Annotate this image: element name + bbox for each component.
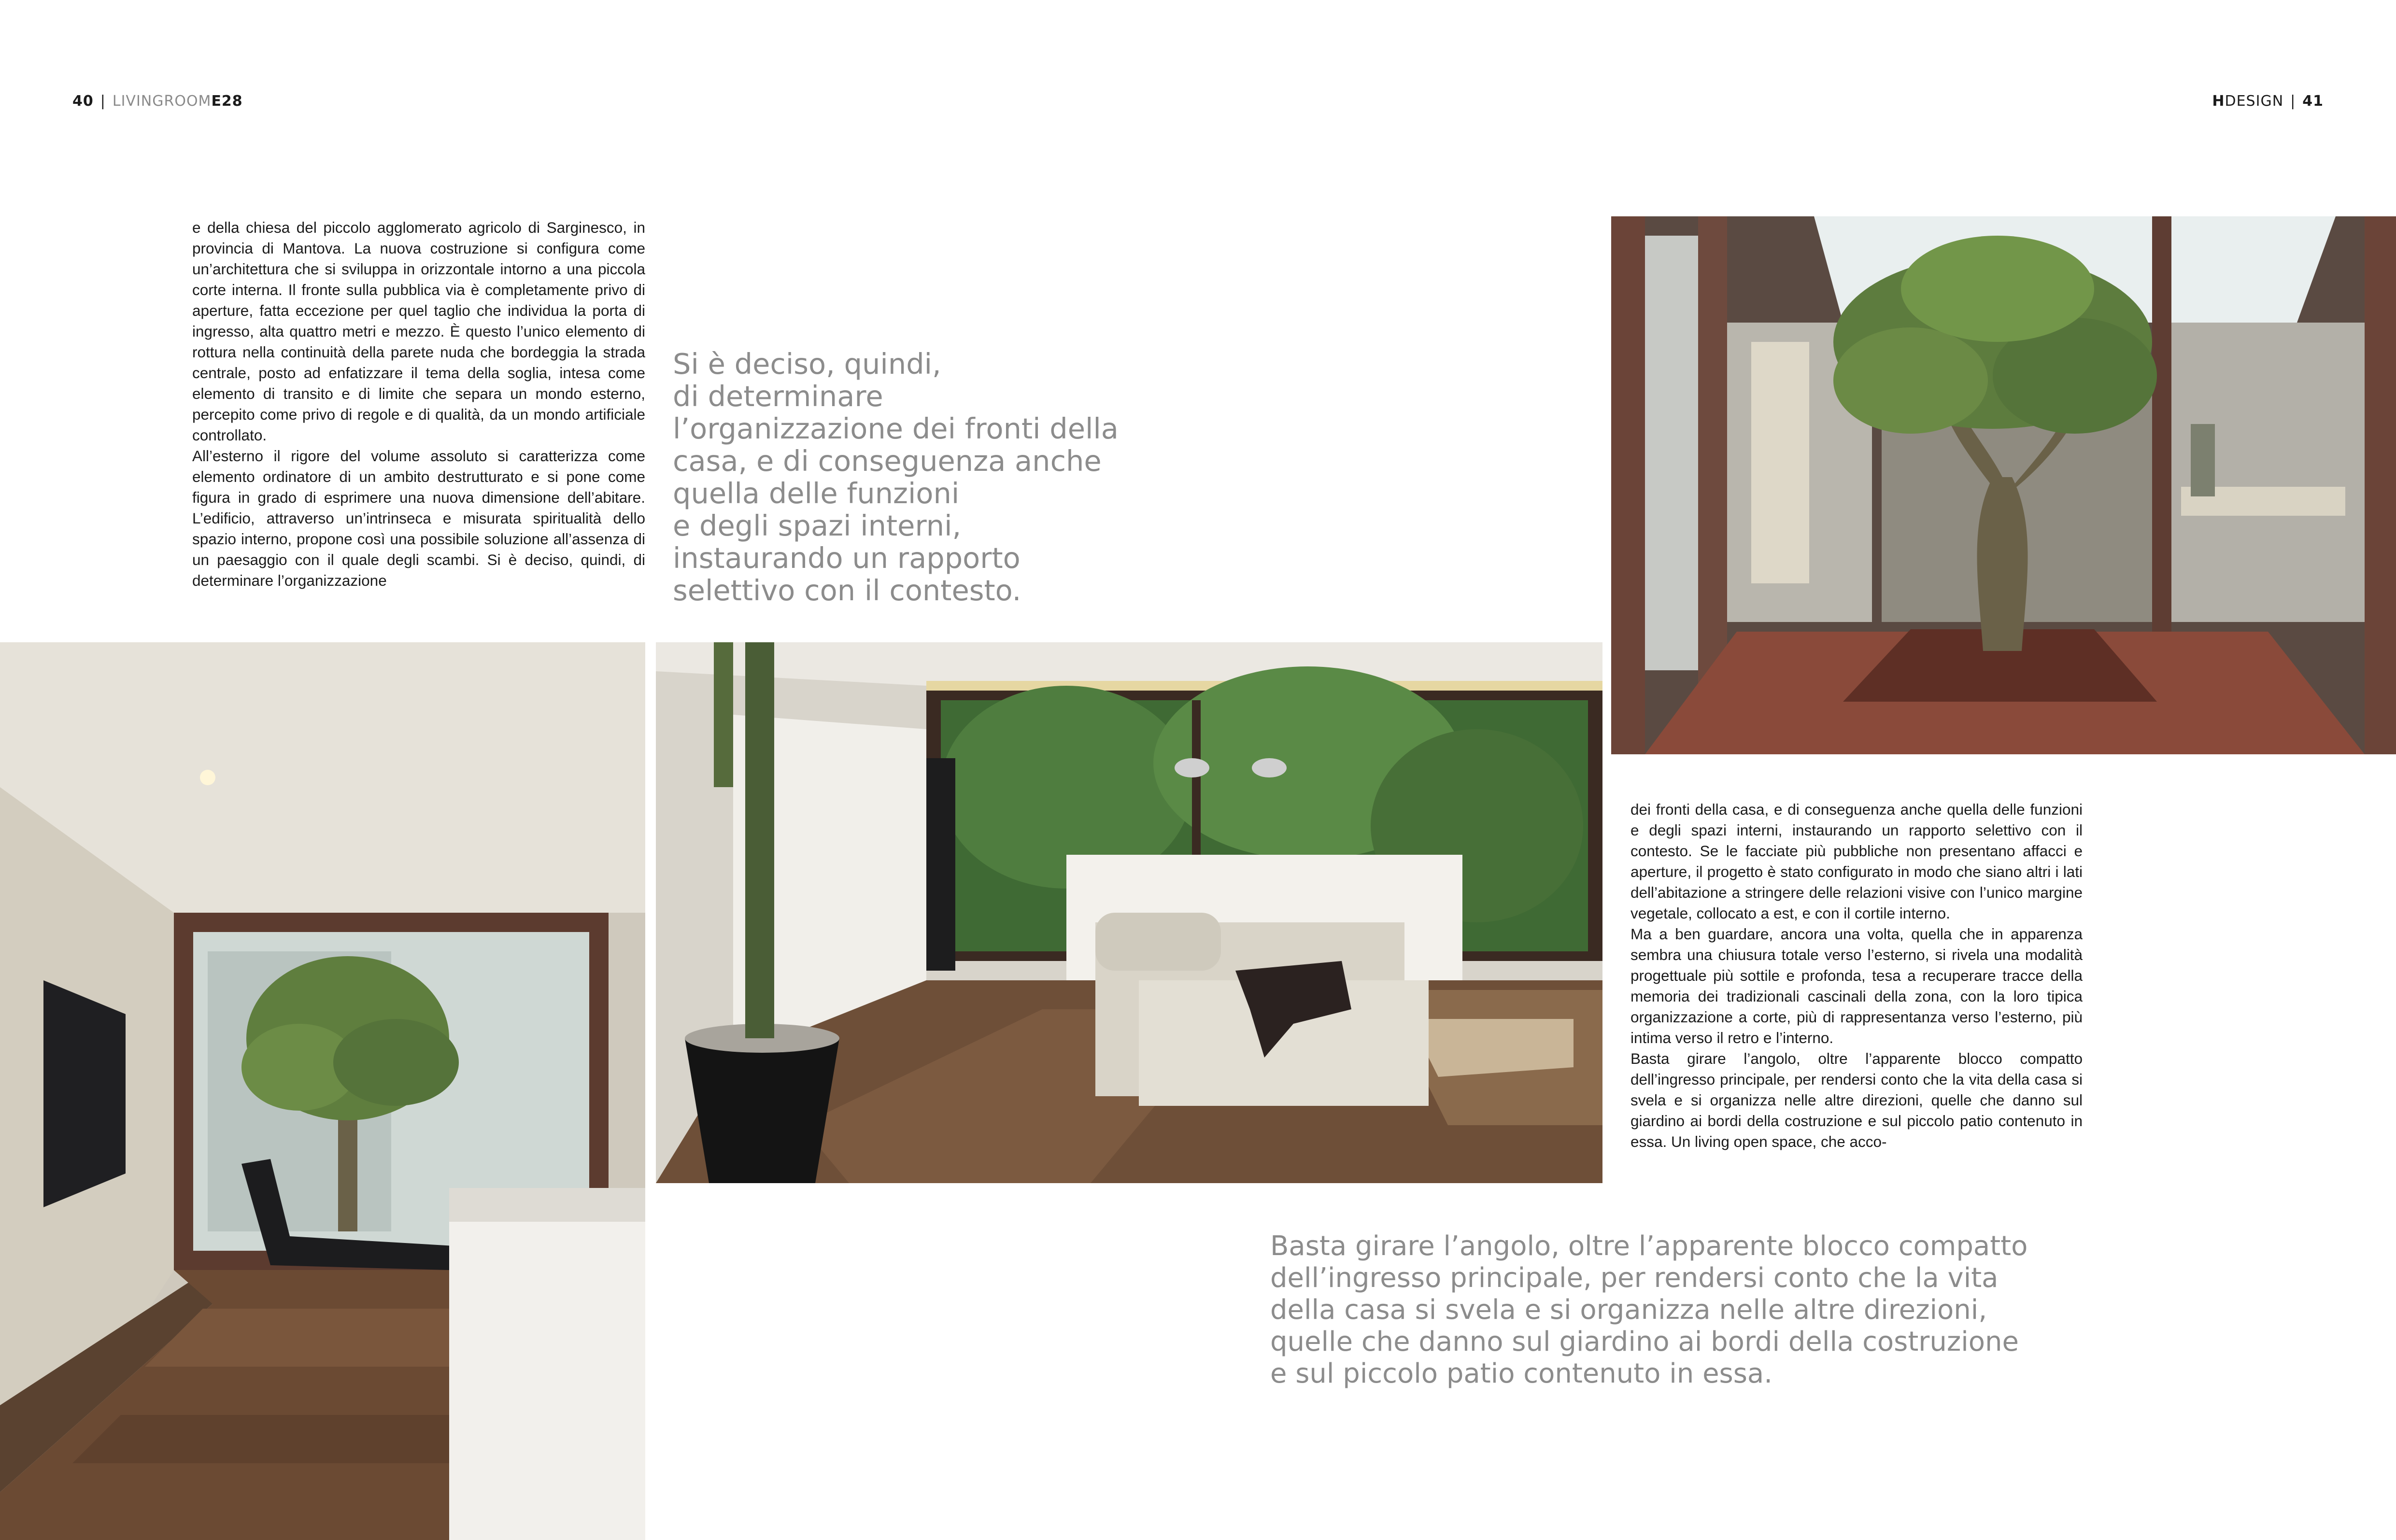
pull-quote-1-line: quella delle funzioni (673, 477, 960, 510)
patio-tree-illustration (1611, 216, 2396, 754)
pull-quote-1-line: selettivo con il contesto. (673, 574, 1021, 607)
right-page-number: 41 (2302, 93, 2324, 110)
article-column-1 (192, 217, 645, 591)
pull-quote-1-line: l’organizzazione dei fronti della (673, 412, 1119, 445)
living-room-courtyard-photo (0, 642, 645, 1540)
right-brand-initial: H (2212, 93, 2225, 110)
right-page-header (2212, 93, 2324, 110)
pull-quote-1-line: e degli spazi interni, (673, 509, 962, 542)
pull-quote-2 (1270, 1230, 2140, 1390)
right-header-separator: | (2290, 93, 2296, 110)
column2-paragraph-3: Basta girare l’angolo, oltre l’apparente blocco compatto dell’ingresso principale, per rendersi conto che la vita della casa si svela e si organizza nelle altre direzioni, quelle che danno sul giardino ai bordi della costruzione e sul piccolo patio contenuto in essa. Un living open space, che acco- (1630, 1050, 2083, 1150)
article-column-2 (1630, 799, 2083, 1152)
left-page-number: 40 (72, 93, 94, 110)
pull-quote-2-line: Basta girare l’angolo, oltre l’apparente blocco compatto (1270, 1230, 2028, 1262)
pull-quote-2-line: e sul piccolo patio contenuto in essa. (1270, 1358, 1773, 1389)
column2-paragraph-1: dei fronti della casa, e di conseguenza anche quella delle funzioni e degli spazi interni, instaurando un rapporto selettivo con il contesto. Se le facciate più pubbliche non presentano affacci e aperture, il progetto è stato configurato in modo che siano altri i lati dell’abitazione a stringere delle relazioni visive con l’unico margine vegetale, collocato a est, e con il cortile interno. (1630, 801, 2083, 922)
patio-tree-photo (1611, 216, 2396, 754)
living-room-courtyard-illustration (0, 642, 645, 1540)
pull-quote-2-line: della casa si svela e si organizza nelle altre direzioni, (1270, 1294, 1987, 1326)
left-section-name: LIVINGROOM (112, 93, 212, 110)
column1-paragraph-2: All’esterno il rigore del volume assoluto si caratterizza come elemento ordinatore di un ambito destrutturato e si pone come figura in grado di esprimere una nuova dimensione dell’abitare. L’edificio, attraverso un’intrinseca e misurata spiritualità dello spazio interno, propone così una possibile soluzione all’assenza di un paesaggio con il quale degli scambi. Si è deciso, quindi, di determinare l’organizzazione (192, 447, 645, 589)
right-section-name: DESIGN (2225, 93, 2284, 110)
left-header-separator: | (100, 93, 106, 110)
pull-quote-1-line: casa, e di conseguenza anche (673, 444, 1102, 478)
left-issue-number: E28 (211, 93, 243, 110)
open-space-sofa-illustration (656, 642, 1602, 1183)
open-space-sofa-photo (656, 642, 1602, 1183)
pull-quote-1-line: Si è deciso, quindi, (673, 347, 941, 381)
pull-quote-1 (673, 348, 1146, 607)
pull-quote-1-line: instaurando un rapporto (673, 541, 1021, 575)
column1-paragraph-1: e della chiesa del piccolo agglomerato agricolo di Sarginesco, in provincia di Mantova. La nuova costruzione si configura come un’architettura che si sviluppa in orizzontale intorno a una piccola corte interna. Il fronte sulla pubblica via è completamente privo di aperture, fatta eccezione per quel taglio che individua la porta di ingresso, alta quattro metri e mezzo. È questo l’unico elemento di rottura nella continuità della parete nuda che bordeggia la strada centrale, posto ad enfatizzare il tema della soglia, intesa come elemento di transito e di limite che separa un mondo esterno, percepito come privo di regole e di qualità, da un mondo artificiale controllato. (192, 219, 645, 444)
pull-quote-2-line: quelle che danno sul giardino ai bordi della costruzione (1270, 1326, 2019, 1357)
left-page-header (72, 93, 243, 110)
column2-paragraph-2: Ma a ben guardare, ancora una volta, quella che in apparenza sembra una chiusura totale verso l’esterno, si rivela una modalità progettuale più sottile e profonda, tesa a recuperare tracce della memoria dei tradizionali cascinali della zona, con la loro tipica organizzazione a corte, più di rappresentanza verso l’esterno, più intima verso il retro e l’interno. (1630, 925, 2083, 1046)
pull-quote-2-line: dell’ingresso principale, per rendersi conto che la vita (1270, 1262, 1999, 1294)
pull-quote-1-line: di determinare (673, 380, 883, 413)
